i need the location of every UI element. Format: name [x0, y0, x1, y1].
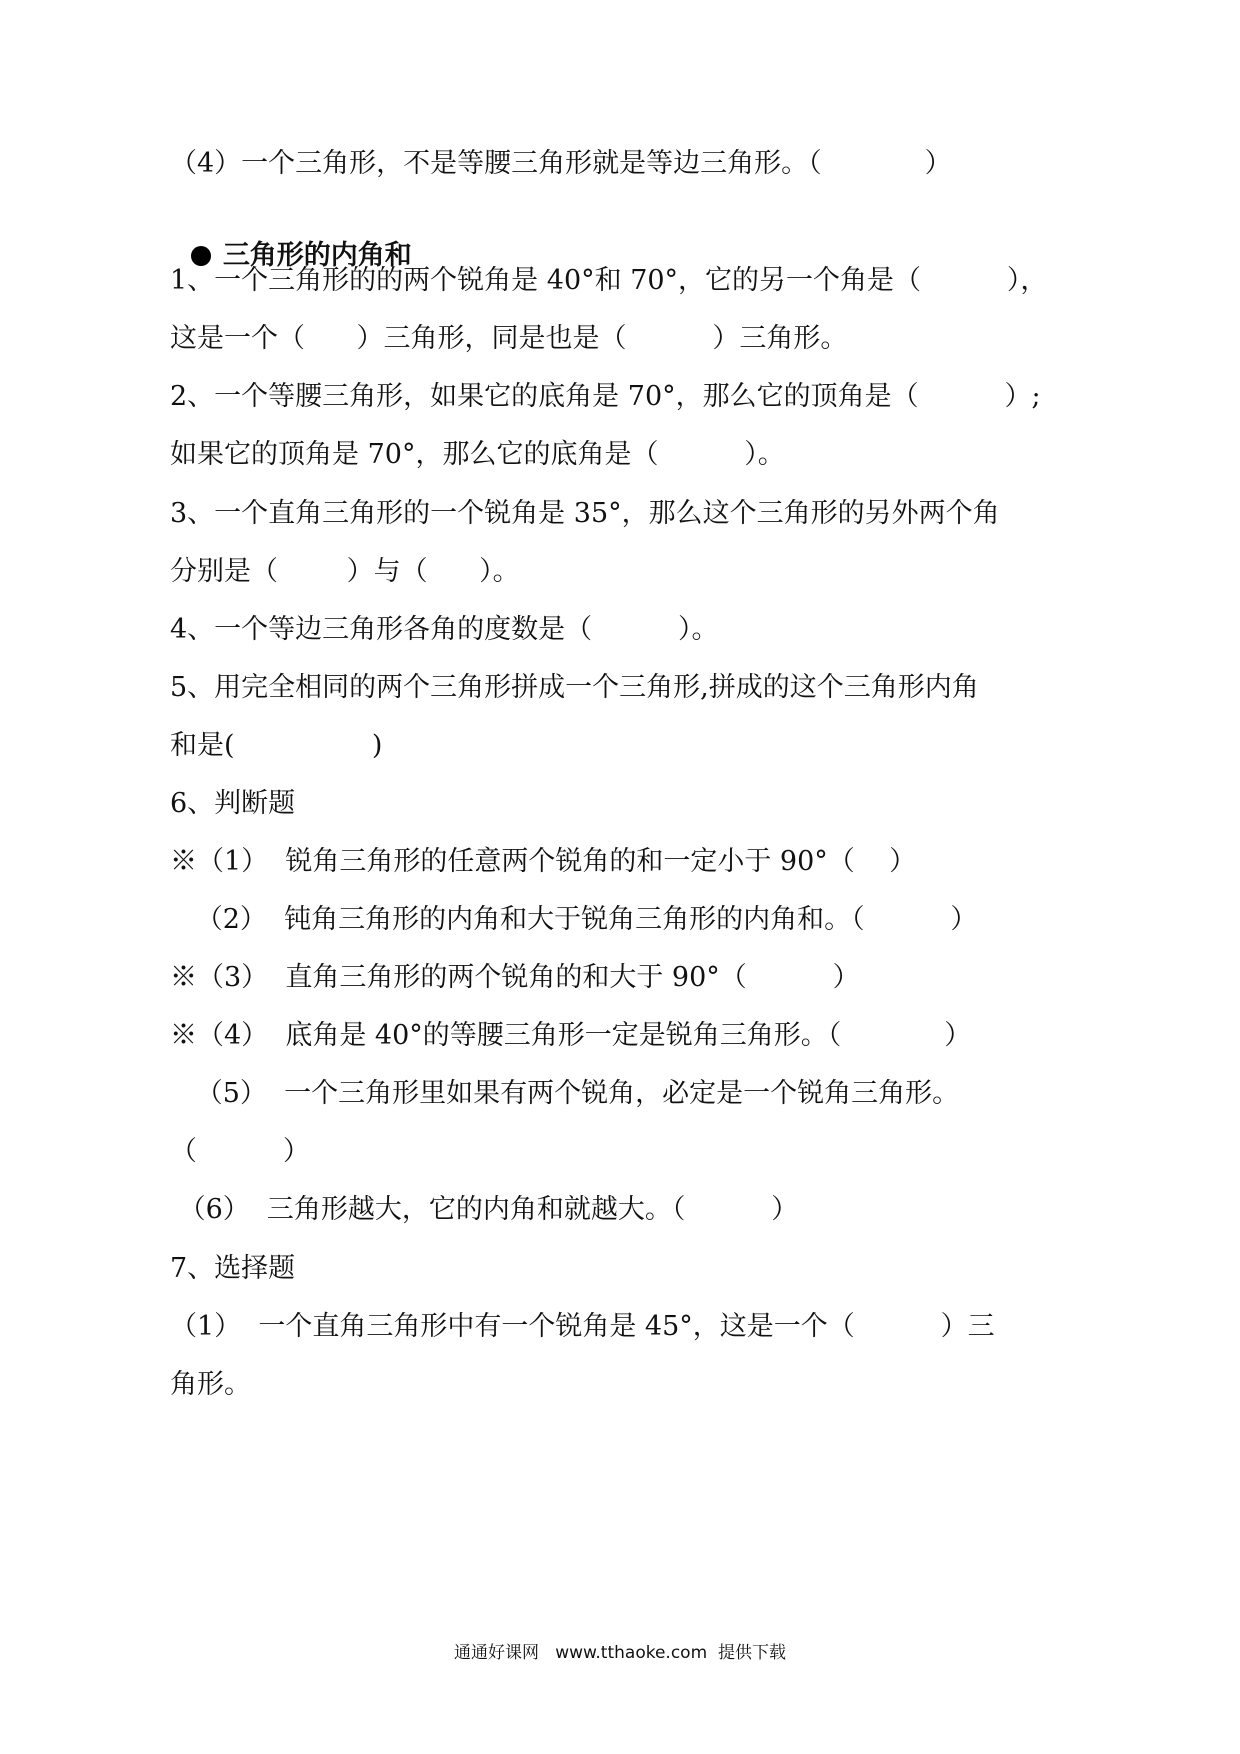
question-5-line-1: 5、用完全相同的两个三角形拼成一个三角形,拼成的这个三角形内角 — [170, 672, 979, 703]
judge-item-5-line-1: （5） 一个三角形里如果有两个锐角，必定是一个锐角三角形。 — [170, 1078, 960, 1109]
judge-item-2: （2） 钝角三角形的内角和大于锐角三角形的内角和。（ ） — [170, 904, 978, 935]
question-2-line-2: 如果它的顶角是 70°，那么它的底角是（ ）。 — [170, 439, 785, 470]
question-7-title: 7、选择题 — [170, 1253, 296, 1284]
question-4-line: （4）一个三角形，不是等腰三角形就是等边三角形。（ ） — [170, 148, 952, 179]
question-2-line-1: 2、一个等腰三角形，如果它的底角是 70°，那么它的顶角是（ ）; — [170, 381, 1041, 412]
question-1-line-2: 这是一个（ ）三角形，同是也是（ ）三角形。 — [170, 323, 848, 354]
question-6-title: 6、判断题 — [170, 788, 296, 819]
bullet-icon — [191, 246, 211, 266]
judge-item-1: ※（1） 锐角三角形的任意两个锐角的和一定小于 90°（ ） — [170, 846, 917, 877]
choice-item-1-line-2: 角形。 — [170, 1369, 251, 1400]
judge-item-5-line-2: （ ） — [170, 1136, 310, 1167]
page-footer: 通通好课网 www.tthaoke.com 提供下载 — [454, 1643, 786, 1663]
section-heading — [172, 205, 412, 273]
question-5-line-2: 和是( ) — [170, 730, 383, 761]
choice-item-1-line-1: （1） 一个直角三角形中有一个锐角是 45°，这是一个（ ）三 — [170, 1311, 995, 1342]
judge-item-4: ※（4） 底角是 40°的等腰三角形一定是锐角三角形。（ ） — [170, 1020, 972, 1051]
section-heading-text: 三角形的内角和 — [222, 240, 412, 271]
question-3-line-2: 分别是（ ）与（ ）。 — [170, 556, 520, 587]
judge-item-6: （6） 三角形越大，它的内角和就越大。（ ） — [170, 1194, 799, 1225]
judge-item-3: ※（3） 直角三角形的两个锐角的和大于 90°（ ） — [170, 962, 860, 993]
question-3-line-1: 3、一个直角三角形的一个锐角是 35°，那么这个三角形的另外两个角 — [170, 498, 1000, 529]
question-4-line: 4、一个等边三角形各角的度数是（ ）。 — [170, 614, 719, 645]
question-1-line-1: 1、一个三角形的的两个锐角是 40°和 70°，它的另一个角是（ ）， — [170, 265, 1048, 296]
